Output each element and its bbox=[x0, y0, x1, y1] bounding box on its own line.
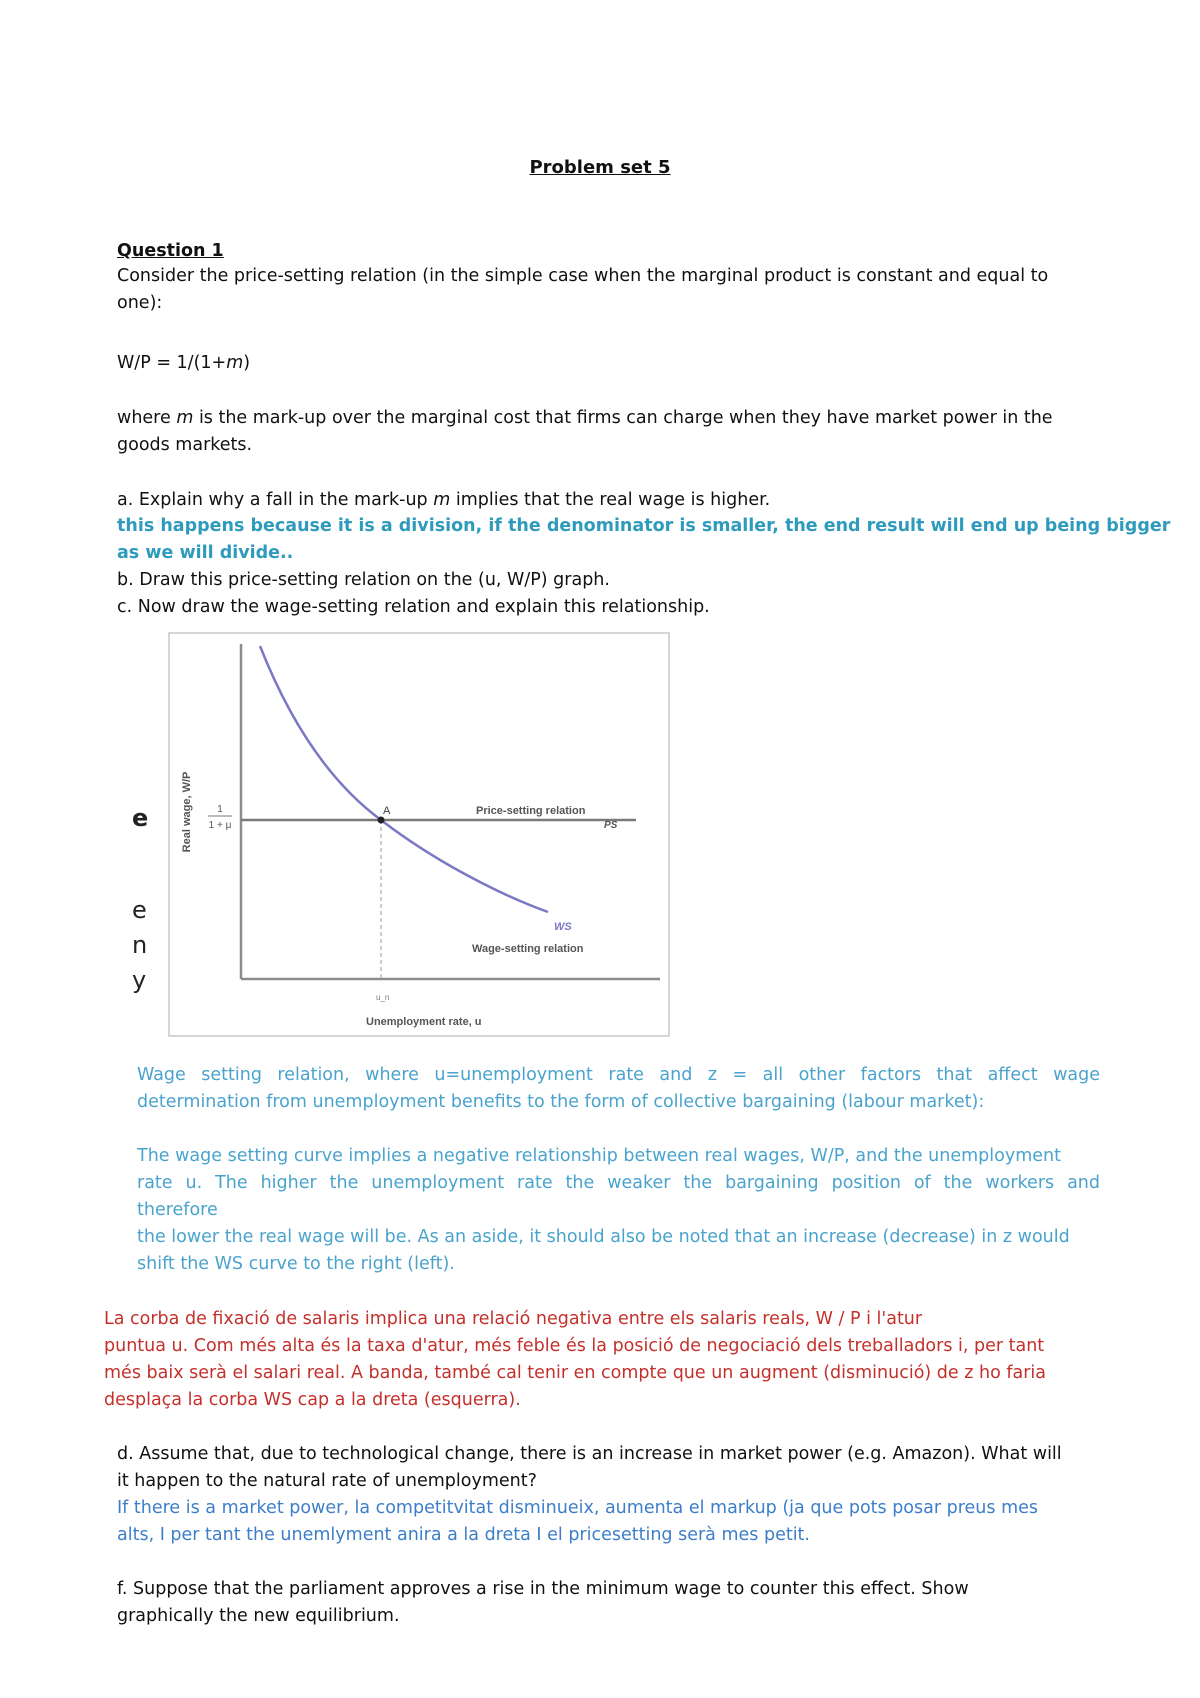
ps-tag: PS bbox=[604, 820, 618, 831]
ws-curve-line-2: rate u. The higher the unemployment rate the weaker the bargaining position of the workers and bbox=[137, 1173, 1100, 1193]
margin-letter: y bbox=[132, 966, 147, 994]
y-tick-denominator: 1 + μ bbox=[208, 820, 232, 831]
q1-intro-line-2: one): bbox=[117, 293, 163, 313]
price-setting-formula: W/P = 1/(1+m) bbox=[117, 353, 251, 373]
figure-border bbox=[169, 633, 669, 1036]
catalan-line-4: desplaça la corba WS cap a la dreta (esquerra). bbox=[104, 1390, 521, 1410]
point-label: A bbox=[383, 805, 391, 817]
x-axis-label: Unemployment rate, u bbox=[366, 1016, 482, 1028]
margin-letter: e bbox=[132, 804, 149, 832]
question-d-line-2: it happen to the natural rate of unemployment? bbox=[117, 1471, 537, 1491]
markup-definition-line-1: where m is the mark-up over the marginal cost that firms can charge when they have market power in the bbox=[117, 408, 1053, 428]
ws-tag: WS bbox=[554, 921, 572, 933]
ws-curve-line-4: the lower the real wage will be. As an aside, it should also be noted that an increase (decrease) in z would bbox=[137, 1227, 1070, 1247]
margin-letter: n bbox=[132, 931, 148, 959]
equilibrium-point bbox=[378, 817, 385, 824]
page-title: Problem set 5 bbox=[529, 157, 671, 178]
y-axis-label: Real wage, W/P bbox=[181, 771, 193, 853]
ws-curve-line-5: shift the WS curve to the right (left). bbox=[137, 1254, 455, 1274]
question-c: c. Now draw the wage-setting relation and explain this relationship. bbox=[117, 597, 710, 617]
y-tick-numerator: 1 bbox=[217, 804, 223, 815]
ws-definition-line-2: determination from unemployment benefits to the form of collective bargaining (labour market): bbox=[137, 1092, 985, 1112]
answer-d-line-2: alts, I per tant the unemlyment anira a la dreta I el pricesetting serà mes petit. bbox=[117, 1525, 810, 1545]
answer-a-line-2: as we will divide.. bbox=[117, 543, 294, 563]
ps-label: Price-setting relation bbox=[476, 805, 586, 817]
question-1-heading: Question 1 bbox=[117, 241, 224, 261]
catalan-line-3: més baix serà el salari real. A banda, també cal tenir en compte que un augment (disminució) de z ho faria bbox=[104, 1363, 1047, 1383]
question-a: a. Explain why a fall in the mark-up m implies that the real wage is higher. bbox=[117, 490, 771, 510]
answer-a-line-1: this happens because it is a division, if the denominator is smaller, the end result will end up being bigger bbox=[117, 516, 1171, 536]
x-tick-un: u_n bbox=[376, 993, 390, 1002]
ws-curve-line-1: The wage setting curve implies a negative relationship between real wages, W/P, and the unemployment bbox=[137, 1146, 1061, 1166]
markup-definition-line-2: goods markets. bbox=[117, 435, 253, 455]
ps-ws-diagram bbox=[168, 632, 670, 1037]
question-b: b. Draw this price-setting relation on the (u, W/P) graph. bbox=[117, 570, 610, 590]
question-f-line-2: graphically the new equilibrium. bbox=[117, 1606, 400, 1626]
question-d-line-1: d. Assume that, due to technological change, there is an increase in market power (e.g. Amazon). What will bbox=[117, 1444, 1062, 1464]
margin-letter: e bbox=[132, 896, 147, 924]
ws-definition-line-1: Wage setting relation, where u=unemployment rate and z = all other factors that affect wage bbox=[137, 1065, 1100, 1085]
q1-intro-line-1: Consider the price-setting relation (in the simple case when the marginal product is constant and equal to bbox=[117, 266, 1049, 286]
question-f-line-1: f. Suppose that the parliament approves a rise in the minimum wage to counter this effect. Show bbox=[117, 1579, 969, 1599]
answer-d-line-1: If there is a market power, la competitvitat disminueix, aumenta el markup (ja que pots posar preus mes bbox=[117, 1498, 1039, 1518]
catalan-line-2: puntua u. Com més alta és la taxa d'atur, més feble és la posició de negociació dels treballadors i, per tant bbox=[104, 1336, 1045, 1356]
ws-label: Wage-setting relation bbox=[472, 943, 584, 955]
catalan-line-1: La corba de fixació de salaris implica una relació negativa entre els salaris reals, W / P i l'atur bbox=[104, 1309, 923, 1329]
ws-curve-line-3: therefore bbox=[137, 1200, 218, 1220]
